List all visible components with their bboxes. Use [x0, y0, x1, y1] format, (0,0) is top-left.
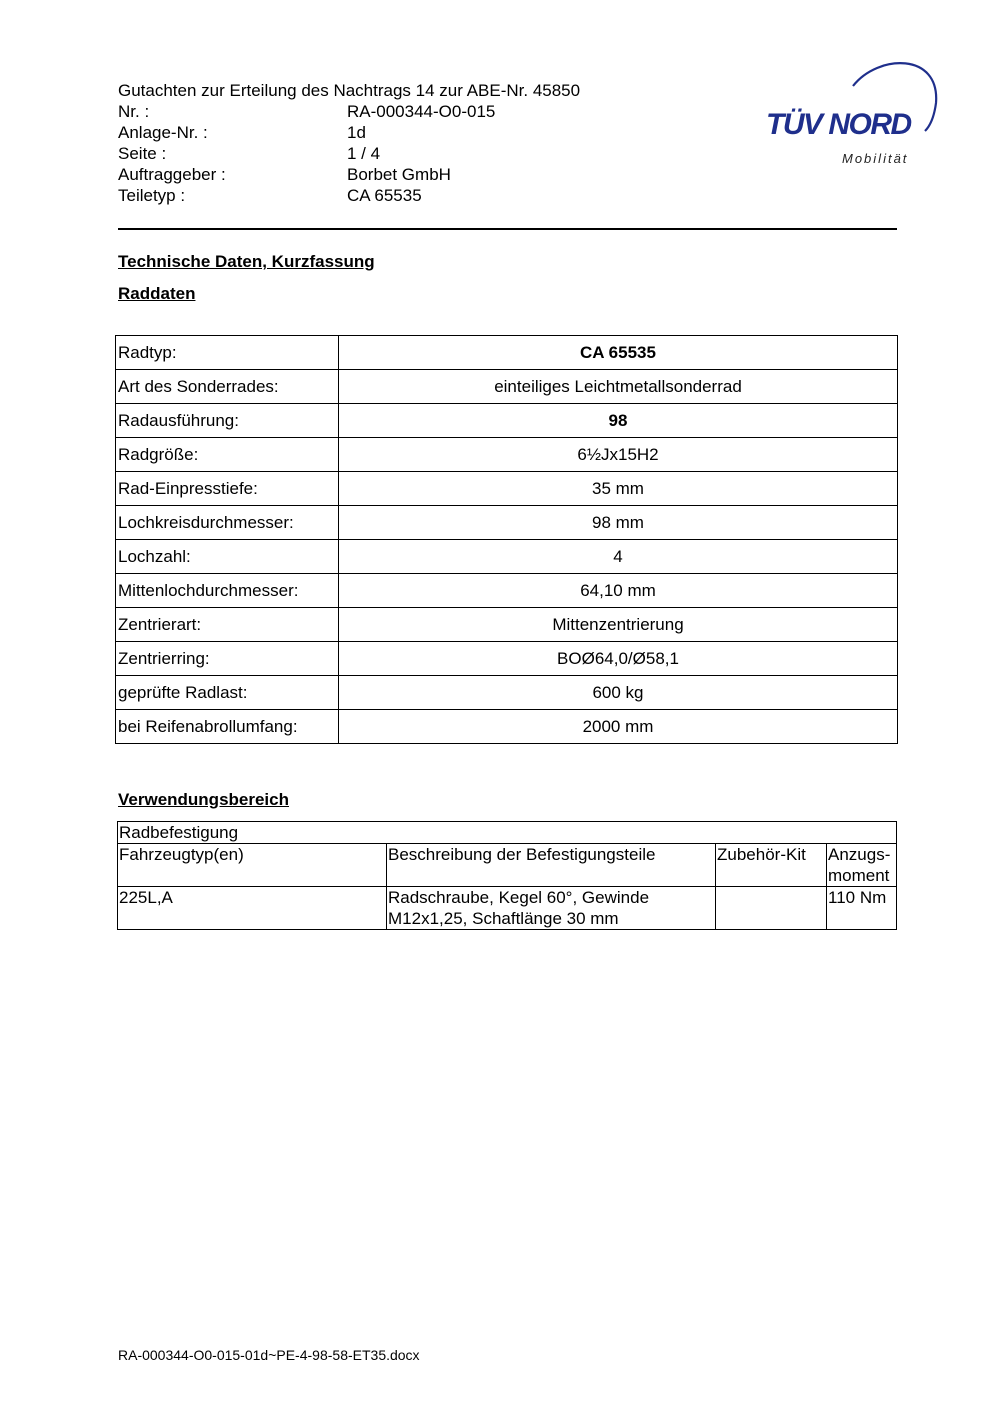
header-value: RA-000344-O0-015	[347, 102, 496, 121]
wheel-data-value: 64,10 mm	[339, 574, 898, 608]
wheel-data-value: 600 kg	[339, 676, 898, 710]
wheel-data-row	[116, 506, 898, 540]
wheel-data-value: 4	[339, 540, 898, 574]
wheel-data-value: CA 65535	[339, 336, 898, 370]
torque-cell: 110 Nm	[827, 887, 897, 930]
wheel-data-value: 35 mm	[339, 472, 898, 506]
usage-caption: Radbefestigung	[118, 822, 897, 844]
header-row-teiletyp	[118, 185, 678, 206]
wheel-data-value: 2000 mm	[339, 710, 898, 744]
wheel-data-key: Rad-Einpresstiefe:	[116, 472, 339, 506]
header-vehicle-type: Fahrzeugtyp(en)	[118, 844, 387, 887]
header-label: Seite :	[118, 144, 167, 163]
wheel-data-row	[116, 540, 898, 574]
usage-table	[117, 821, 897, 930]
header-value: 1d	[347, 123, 366, 142]
wheel-data-table	[115, 335, 898, 744]
wheel-data-value: 98 mm	[339, 506, 898, 540]
header-value: Borbet GmbH	[347, 165, 451, 184]
wheel-data-key: Art des Sonderrades:	[116, 370, 339, 404]
wheel-data-row	[116, 438, 898, 472]
wheel-data-key: Lochzahl:	[116, 540, 339, 574]
fastening-description-cell: Radschraube, Kegel 60°, Gewinde M12x1,25, Schaftlänge 30 mm	[387, 887, 716, 930]
wheel-data-value: 98	[339, 404, 898, 438]
header-row-nr	[118, 101, 678, 122]
wheel-data-key: geprüfte Radlast:	[116, 676, 339, 710]
usage-header-row	[118, 844, 897, 887]
wheel-data-value: 6½Jx15H2	[339, 438, 898, 472]
wheel-data-key: Mittenlochdurchmesser:	[116, 574, 339, 608]
header-label: Nr. :	[118, 102, 150, 121]
wheel-data-row	[116, 574, 898, 608]
vehicle-type-cell: 225L,A	[118, 887, 387, 930]
wheel-data-value: einteiliges Leichtmetallsonderrad	[339, 370, 898, 404]
wheel-data-row	[116, 676, 898, 710]
wheel-data-value: Mittenzentrierung	[339, 608, 898, 642]
logo-wordmark: TÜV NORD	[766, 108, 911, 141]
logo-subtitle: Mobilität	[842, 151, 909, 166]
header-fastening-description: Beschreibung der Befestigungsteile	[387, 844, 716, 887]
wheel-data-key: bei Reifenabrollumfang:	[116, 710, 339, 744]
wheel-data-key: Lochkreisdurchmesser:	[116, 506, 339, 540]
header-row-auftraggeber	[118, 164, 678, 185]
wheel-data-key: Zentrierart:	[116, 608, 339, 642]
wheel-data-key: Radausführung:	[116, 404, 339, 438]
header-value: 1 / 4	[347, 144, 381, 163]
wheel-data-row	[116, 608, 898, 642]
accessory-kit-cell	[716, 887, 827, 930]
document-header	[118, 80, 678, 206]
usage-heading: Verwendungsbereich	[118, 790, 289, 809]
wheel-data-row	[116, 336, 898, 370]
header-accessory-kit: Zubehör-Kit	[716, 844, 827, 887]
section-title: Technische Daten, Kurzfassung	[118, 252, 375, 271]
wheel-data-row	[116, 472, 898, 506]
wheel-data-row	[116, 710, 898, 744]
wheel-data-row	[116, 642, 898, 676]
footer-filename: RA-000344-O0-015-01d~PE-4-98-58-ET35.docx	[118, 1347, 420, 1363]
wheel-data-heading: Raddaten	[118, 284, 196, 303]
header-row-anlage	[118, 122, 678, 143]
wheel-data-key: Radtyp:	[116, 336, 339, 370]
header-label: Auftraggeber :	[118, 165, 226, 184]
tuv-nord-logo	[758, 58, 943, 173]
wheel-data-key: Radgröße:	[116, 438, 339, 472]
header-row-seite	[118, 143, 678, 164]
header-divider	[118, 228, 897, 230]
wheel-data-value: BOØ64,0/Ø58,1	[339, 642, 898, 676]
usage-row	[118, 887, 897, 930]
header-label: Teiletyp :	[118, 186, 186, 205]
header-value: CA 65535	[347, 186, 422, 205]
wheel-data-row	[116, 370, 898, 404]
header-label: Anlage-Nr. :	[118, 123, 208, 142]
report-title: Gutachten zur Erteilung des Nachtrags 14 zur ABE-Nr. 45850	[118, 81, 581, 100]
usage-caption-row	[118, 822, 897, 844]
wheel-data-row	[116, 404, 898, 438]
wheel-data-key: Zentrierring:	[116, 642, 339, 676]
header-torque: Anzugs- moment	[827, 844, 897, 887]
